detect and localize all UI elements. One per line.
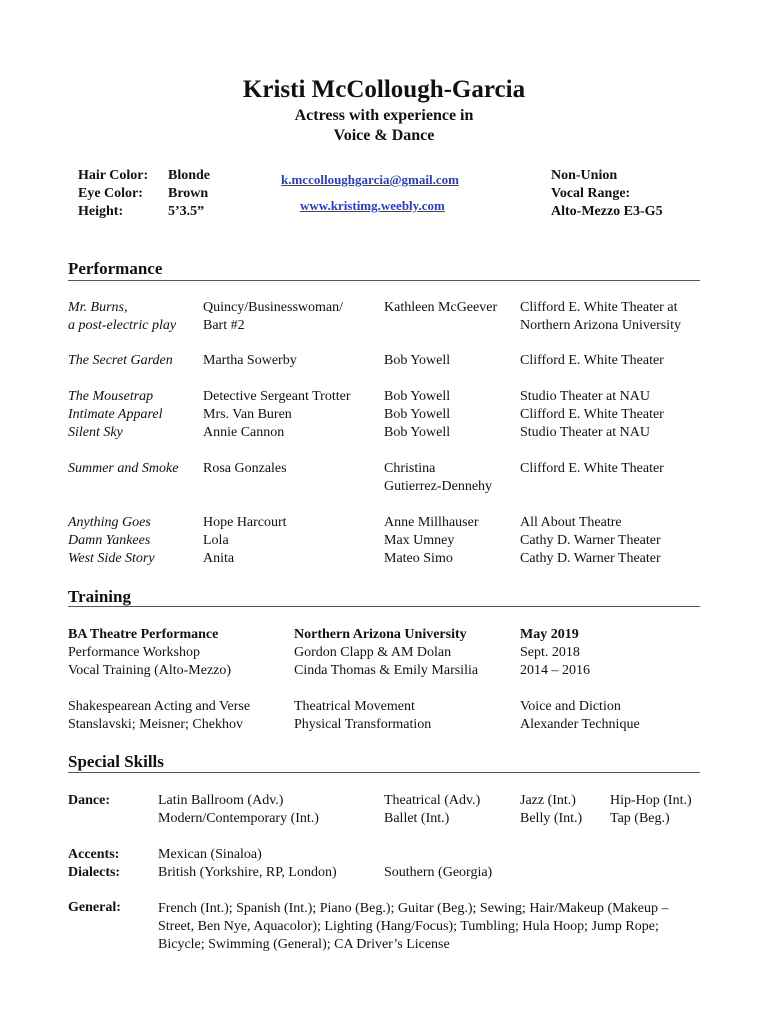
accents-label: Accents: <box>68 847 120 862</box>
study-topic: Shakespearean Acting and Verse <box>68 699 251 714</box>
dialects-label: Dialects: <box>68 865 121 880</box>
training-date: 2014 – 2016 <box>520 663 590 678</box>
resume-name: Kristi McCollough-Garcia <box>242 76 526 103</box>
show-title: Anything Goes <box>68 515 151 530</box>
dance-item: Modern/Contemporary (Int.) <box>158 811 319 826</box>
general-skills: French (Int.); Spanish (Int.); Piano (Beg.); Guitar (Beg.); Sewing; Hair/Makeup (Makeup – Street, Ben Nye, Aquacolor); Lighting (Hang/Focus); Tumbling; Hula Hoop; Jump Rope; Bicycle; Swimming (General); CA Driver’s License <box>158 901 669 952</box>
training-program: Performance Workshop <box>68 645 200 660</box>
director-name: Christina Gutierrez-Dennehy <box>384 461 493 494</box>
eye-color-label: Eye Color: <box>78 186 143 201</box>
dance-item: Jazz (Int.) <box>520 793 576 808</box>
dialects-value: Southern (Georgia) <box>384 865 493 880</box>
show-title: West Side Story <box>68 551 155 566</box>
venue-name: Clifford E. White Theater <box>520 407 664 422</box>
vocal-range-value: Alto-Mezzo E3-G5 <box>551 204 663 219</box>
dance-item: Latin Ballroom (Adv.) <box>158 793 284 808</box>
venue-name: Clifford E. White Theater <box>520 461 664 476</box>
role-name: Annie Cannon <box>203 425 285 440</box>
role-name: Rosa Gonzales <box>203 461 287 476</box>
role-name: Martha Sowerby <box>203 353 297 368</box>
training-date: Sept. 2018 <box>520 645 580 660</box>
dance-item: Ballet (Int.) <box>384 811 450 826</box>
subtitle-line-1: Actress with experience in <box>294 107 474 124</box>
vocal-range-label: Vocal Range: <box>551 186 631 201</box>
performance-divider <box>68 280 700 281</box>
study-topic: Stanslavski; Meisner; Chekhov <box>68 717 243 732</box>
venue-name: Studio Theater at NAU <box>520 425 650 440</box>
director-name: Bob Yowell <box>384 425 451 440</box>
show-title: Intimate Apparel <box>68 407 163 422</box>
training-date: May 2019 <box>520 627 579 642</box>
dialects-value: British (Yorkshire, RP, London) <box>158 865 337 880</box>
general-label: General: <box>68 900 121 915</box>
study-topic: Physical Transformation <box>294 717 432 732</box>
role-name: Anita <box>203 551 235 566</box>
dance-label: Dance: <box>68 793 110 808</box>
training-instructor: Cinda Thomas & Emily Marsilia <box>294 663 479 678</box>
director-name: Bob Yowell <box>384 389 451 404</box>
director-name: Anne Millhauser <box>384 515 479 530</box>
role-name: Lola <box>203 533 229 548</box>
training-program: Vocal Training (Alto-Mezzo) <box>68 663 232 678</box>
role-name: Hope Harcourt <box>203 515 287 530</box>
show-title: Silent Sky <box>68 425 123 440</box>
training-instructor: Northern Arizona University <box>294 627 467 642</box>
dance-item: Hip-Hop (Int.) <box>610 793 692 808</box>
height-value: 5’3.5” <box>168 204 205 219</box>
show-title: Mr. Burns, a post-electric play <box>68 300 177 333</box>
show-title: The Secret Garden <box>68 353 173 368</box>
email-link[interactable]: k.mccolloughgarcia@gmail.com <box>281 172 459 187</box>
training-instructor: Gordon Clapp & AM Dolan <box>294 645 452 660</box>
union-status: Non-Union <box>551 168 618 183</box>
eye-color-value: Brown <box>168 186 209 201</box>
director-name: Mateo Simo <box>384 551 453 566</box>
venue-name: Studio Theater at NAU <box>520 389 650 404</box>
role-name: Quincy/Businesswoman/ Bart #2 <box>203 300 343 333</box>
venue-name: All About Theatre <box>520 515 622 530</box>
venue-name: Cathy D. Warner Theater <box>520 551 661 566</box>
skills-divider <box>68 772 700 773</box>
study-topic: Voice and Diction <box>520 699 621 714</box>
hair-color-label: Hair Color: <box>78 168 149 183</box>
show-title: Damn Yankees <box>68 533 151 548</box>
hair-color-value: Blonde <box>168 168 211 183</box>
dance-item: Belly (Int.) <box>520 811 583 826</box>
skills-heading: Special Skills <box>68 752 164 771</box>
role-name: Detective Sergeant Trotter <box>203 389 351 404</box>
show-title: The Mousetrap <box>68 389 154 404</box>
dance-item: Tap (Beg.) <box>610 811 670 826</box>
director-name: Max Umney <box>384 533 455 548</box>
training-heading: Training <box>68 587 131 606</box>
study-topic: Theatrical Movement <box>294 699 415 714</box>
venue-name: Cathy D. Warner Theater <box>520 533 661 548</box>
height-label: Height: <box>78 204 124 219</box>
director-name: Bob Yowell <box>384 353 451 368</box>
subtitle-line-2: Voice & Dance <box>333 127 435 144</box>
director-name: Kathleen McGeever <box>384 300 498 315</box>
role-name: Mrs. Van Buren <box>203 407 292 422</box>
venue-name: Clifford E. White Theater <box>520 353 664 368</box>
training-divider <box>68 606 700 607</box>
dance-item: Theatrical (Adv.) <box>384 793 481 808</box>
website-link[interactable]: www.kristimg.weebly.com <box>300 198 445 213</box>
accents-value: Mexican (Sinaloa) <box>158 847 262 862</box>
director-name: Bob Yowell <box>384 407 451 422</box>
performance-heading: Performance <box>68 259 163 278</box>
training-program: BA Theatre Performance <box>68 627 219 642</box>
show-title: Summer and Smoke <box>68 461 179 476</box>
study-topic: Alexander Technique <box>520 717 640 732</box>
venue-name: Clifford E. White Theater at Northern Arizona University <box>520 300 681 333</box>
